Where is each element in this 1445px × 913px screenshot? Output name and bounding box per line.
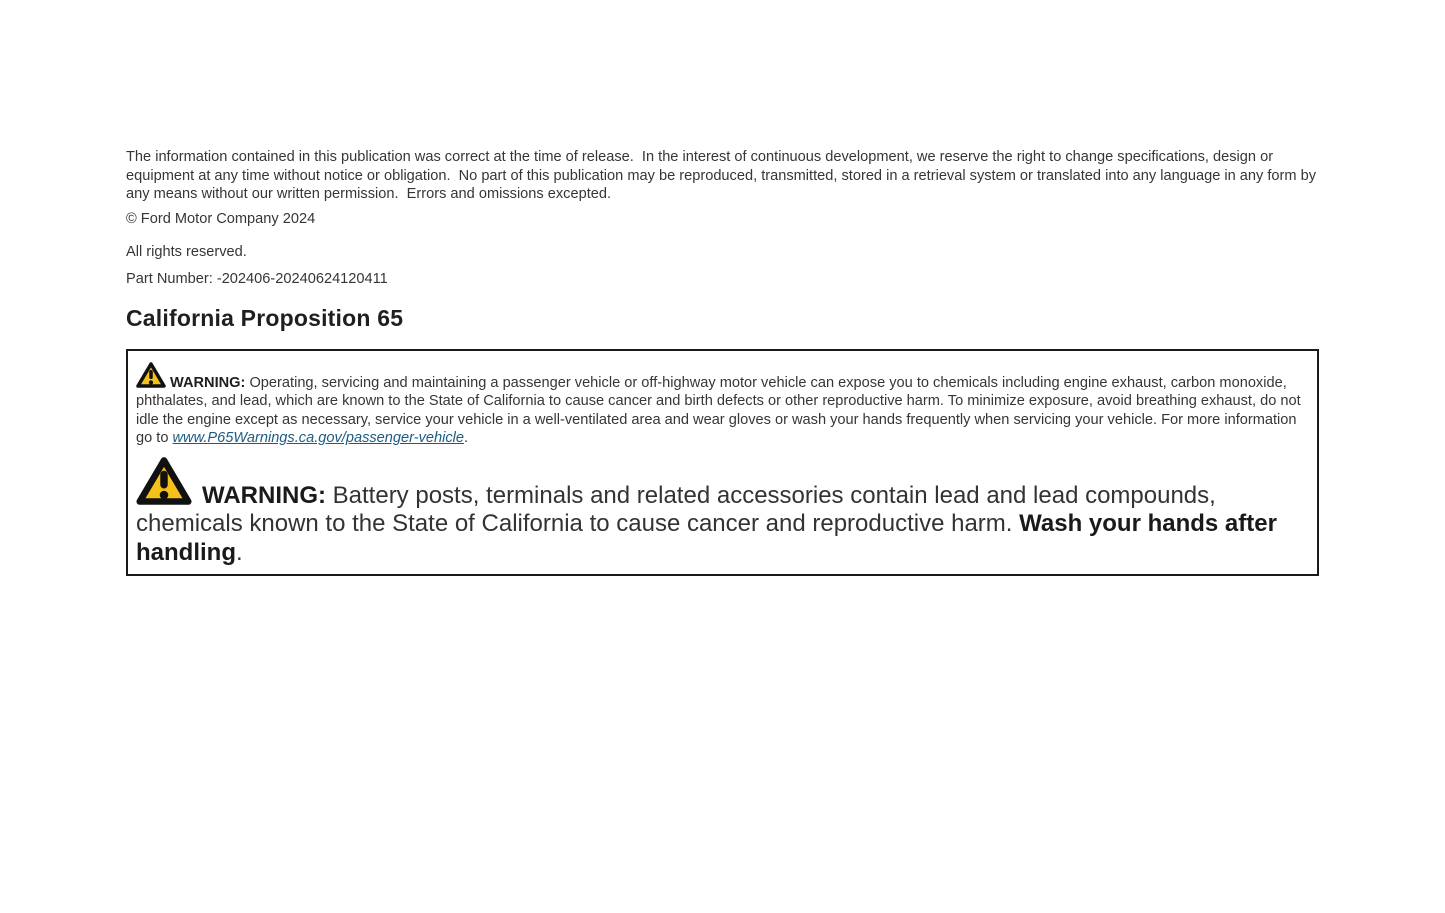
publication-notice: The information contained in this publication was correct at the time of release. In the interest of continuous development, we reserve the right to change specifications, design or equipment at any time without notice or obligation. No part of this publication may be reproduced, transmitted, stored in a retrieval system or translated into any language in any form by any means without our written permission. Errors and omissions excepted. [126,149,1321,203]
warning-label: WARNING: [170,374,246,391]
prop65-warning-box [126,349,1319,577]
copyright-line: © Ford Motor Company 2024 [126,210,316,227]
battery-lead-warning [136,456,1309,568]
section-heading-california-prop-65: California Proposition 65 [126,304,404,331]
warning-body-text-large: Battery posts, terminals and related accessories contain lead and lead compounds, chemicals known to the State of California to cause cancer and reproductive harm. [136,481,1216,538]
warning-triangle-icon-large [136,456,192,506]
warning-triangle-icon [136,362,166,388]
part-number-line: Part Number: -202406-20240624120411 [126,270,388,287]
wash-hands-emphasis: Wash your hands after handling [136,510,1277,566]
warning-suffix-large: . [235,538,243,566]
warning-suffix: . [464,430,469,447]
p65-warnings-link[interactable]: www.P65Warnings.ca.gov/passenger-vehicle [172,430,465,447]
warning-label-large: WARNING: [202,481,326,509]
warning-body-text: Operating, servicing and maintaining a passenger vehicle or off-highway motor vehicle can expose you to chemicals including engine exhaust, carbon monoxide, phthalates, and lead, which are known to the State of California to cause cancer and birth defects or other reproductive harm. To minimize exposure, avoid breathing exhaust, do not idle the engine except as necessary, service your vehicle in a well-ventilated area and wear gloves or wash your hands frequently when servicing your vehicle. For more information go to [136,374,1301,447]
rights-reserved-line: All rights reserved. [126,244,247,261]
exhaust-chemicals-warning [136,362,1309,448]
